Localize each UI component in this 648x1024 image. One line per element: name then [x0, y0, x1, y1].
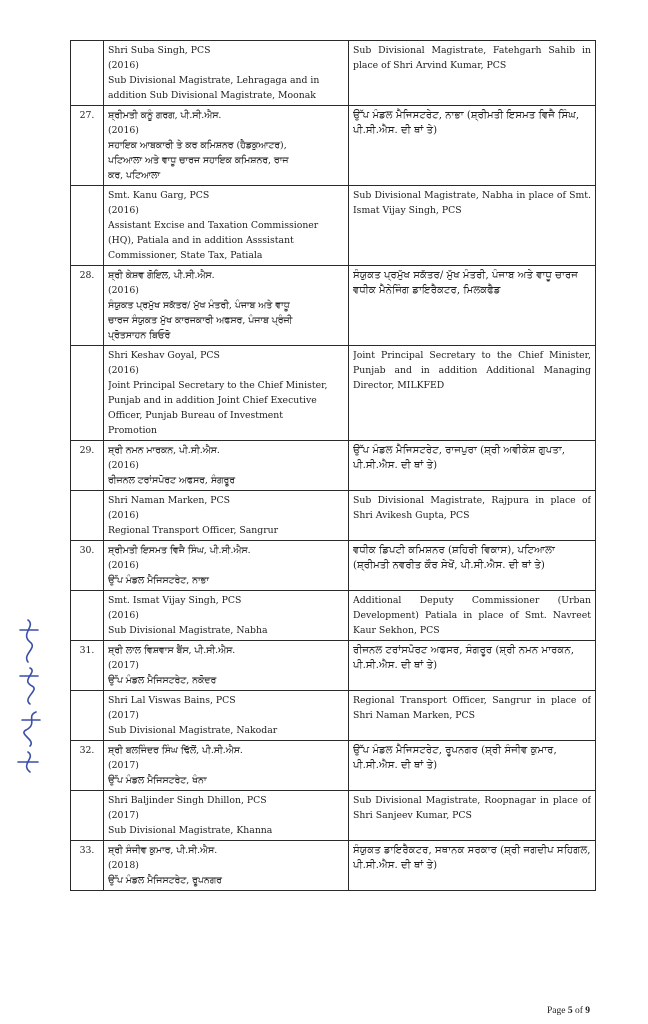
transfer-orders-table — [70, 40, 596, 891]
table-row — [71, 266, 596, 346]
current-posting-cell — [104, 441, 349, 491]
current-posting-cell — [104, 266, 349, 346]
new-posting-cell — [349, 41, 596, 106]
table-row — [71, 106, 596, 186]
current-posting-cell — [104, 741, 349, 791]
page-footer — [547, 1006, 590, 1016]
posting-line: ਸ਼੍ਰੀਮਤੀ ਇਸਮਤ ਵਿਜੈ ਸਿੰਘ, ਪੀ.ਸੀ.ਐਸ. — [108, 545, 251, 556]
serial-number-cell: 33. — [71, 841, 104, 891]
posting-line: ਸ਼੍ਰੀ ਸੰਜੀਵ ਕੁਮਾਰ, ਪੀ.ਸੀ.ਐਸ. — [108, 845, 218, 856]
new-posting-cell — [349, 441, 596, 491]
new-posting-cell — [349, 106, 596, 186]
posting-line: ਉੱਪ ਮੰਡਲ ਮੈਜਿਸਟਰੇਟ, ਨਾਭਾ — [108, 575, 209, 586]
footer-separator: of — [572, 1006, 586, 1016]
current-posting-cell — [104, 491, 349, 541]
serial-number-cell — [71, 186, 104, 266]
posting-line: ਕਰ, ਪਟਿਆਲਾ — [108, 170, 161, 181]
new-posting-text: Sub Divisional Magistrate, Roopnagar in place of Shri Sanjeev Kumar, PCS — [353, 795, 591, 821]
current-posting-cell — [104, 791, 349, 841]
table-row — [71, 641, 596, 691]
posting-line: (2016) — [108, 365, 139, 376]
posting-line: (2017) — [108, 760, 139, 771]
posting-line: (2017) — [108, 710, 139, 721]
table-row — [71, 491, 596, 541]
posting-line: Regional Transport Officer, Sangrur — [108, 525, 279, 536]
total-page-count: 9 — [585, 1006, 590, 1016]
posting-line: Smt. Ismat Vijay Singh, PCS — [108, 595, 242, 606]
new-posting-cell — [349, 691, 596, 741]
posting-line: ਸਹਾਇਕ ਆਬਕਾਰੀ ਤੇ ਕਰ ਕਮਿਸ਼ਨਰ (ਹੈਡਕੁਆਟਰ), — [108, 140, 287, 151]
current-posting-cell — [104, 346, 349, 441]
serial-number-cell — [71, 691, 104, 741]
posting-line: addition Sub Divisional Magistrate, Moonak — [108, 90, 316, 101]
current-posting-cell — [104, 641, 349, 691]
posting-line: (2016) — [108, 125, 139, 136]
footer-prefix: Page — [546, 1006, 568, 1016]
posting-line: Shri Suba Singh, PCS — [108, 45, 211, 56]
current-posting-cell — [104, 106, 349, 186]
table-row — [71, 541, 596, 591]
posting-line: (2016) — [108, 285, 139, 296]
serial-number-cell: 29. — [71, 441, 104, 491]
posting-line: ਉੱਪ ਮੰਡਲ ਮੈਜਿਸਟਰੇਟ, ਨਕੋਦਰ — [108, 675, 217, 686]
new-posting-text: ਉੱਪ ਮੰਡਲ ਮੈਜਿਸਟਰੇਟ, ਨਾਭਾ (ਸ਼੍ਰੀਮਤੀ ਇਸਮਤ ਵਿਜੈ ਸਿੰਘ, ਪੀ.ਸੀ.ਐਸ. ਦੀ ਥਾਂ ਤੇ) — [353, 110, 580, 136]
new-posting-cell — [349, 266, 596, 346]
new-posting-text: Additional Deputy Commissioner (Urban Development) Patiala in place of Smt. Navreet Kaur Sekhon, PCS — [353, 595, 591, 636]
posting-line: Smt. Kanu Garg, PCS — [108, 190, 210, 201]
posting-line: Shri Keshav Goyal, PCS — [108, 350, 220, 361]
posting-line: (2017) — [108, 810, 139, 821]
posting-line: ਸੰਯੁਕਤ ਪ੍ਰਮੁੱਖ ਸਕੱਤਰ/ ਮੁੱਖ ਮੰਤਰੀ, ਪੰਜਾਬ ਅਤੇ ਵਾਧੂ — [108, 300, 290, 311]
posting-line: Commissioner, State Tax, Patiala — [108, 250, 263, 261]
posting-line: Shri Baljinder Singh Dhillon, PCS — [108, 795, 267, 806]
serial-number-cell — [71, 591, 104, 641]
serial-number-cell: 30. — [71, 541, 104, 591]
new-posting-cell — [349, 791, 596, 841]
posting-line: ਪਟਿਆਲਾ ਅਤੇ ਵਾਧੂ ਚਾਰਜ ਸਹਾਇਕ ਕਮਿਸ਼ਨਰ, ਰਾਜ — [108, 155, 289, 166]
table-row — [71, 741, 596, 791]
new-posting-text: Regional Transport Officer, Sangrur in place of Shri Naman Marken, PCS — [353, 695, 591, 721]
posting-line: ਸ਼੍ਰੀ ਨਮਨ ਮਾਰਕਨ, ਪੀ.ਸੀ.ਐਸ. — [108, 445, 220, 456]
new-posting-cell — [349, 186, 596, 266]
serial-number-cell — [71, 491, 104, 541]
new-posting-text: Joint Principal Secretary to the Chief Minister, Punjab and in addition Additional Managing Director, MILKFED — [353, 350, 591, 391]
posting-line: Promotion — [108, 425, 158, 436]
posting-line: (2016) — [108, 560, 139, 571]
table-row — [71, 186, 596, 266]
current-posting-cell — [104, 841, 349, 891]
new-posting-text: Sub Divisional Magistrate, Nabha in place of Smt. Ismat Vijay Singh, PCS — [353, 190, 591, 216]
current-posting-cell — [104, 186, 349, 266]
posting-line: ਉੱਪ ਮੰਡਲ ਮੈਜਿਸਟਰੇਟ, ਰੂਪਨਗਰ — [108, 875, 222, 886]
serial-number-cell — [71, 346, 104, 441]
posting-line: ਸ਼੍ਰੀ ਬਲਜਿੰਦਰ ਸਿੰਘ ਢਿੱਲੋਂ, ਪੀ.ਸੀ.ਐਸ. — [108, 745, 243, 756]
current-posting-cell — [104, 591, 349, 641]
posting-line: ਚਾਰਜ ਸੰਯੁਕਤ ਮੁੱਖ ਕਾਰਜਕਾਰੀ ਅਫਸਰ, ਪੰਜਾਬ ਪ੍ਰੰਜੀ — [108, 315, 293, 326]
current-posting-cell — [104, 541, 349, 591]
new-posting-text: ਰੀਜਨਲ ਟਰਾਂਸਪੋਰਟ ਅਫਸਰ, ਸੰਗਰੂਰ (ਸ਼੍ਰੀ ਨਮਨ ਮਾਰਕਨ, ਪੀ.ਸੀ.ਐਸ. ਦੀ ਥਾਂ ਤੇ) — [353, 645, 574, 671]
posting-line: (2017) — [108, 660, 139, 671]
serial-number-cell — [71, 41, 104, 106]
posting-line: (HQ), Patiala and in addition Asssistant — [108, 235, 294, 246]
posting-line: ਰੀਜਨਲ ਟਰਾਂਸਪੋਰਟ ਅਫਸਰ, ਸੰਗਰੂਰ — [108, 475, 236, 486]
new-posting-cell — [349, 541, 596, 591]
new-posting-text: ਸੰਯੁਕਤ ਪ੍ਰਮੁੱਖ ਸਕੱਤਰ/ ਮੁੱਖ ਮੰਤਰੀ, ਪੰਜਾਬ ਅਤੇ ਵਾਧੂ ਚਾਰਜ ਵਧੀਕ ਮੈਨੇਜਿੰਗ ਡਾਇਰੈਕਟਰ, ਮਿਲਕਫੈਡ — [353, 270, 578, 296]
table-body — [71, 41, 596, 891]
new-posting-text: ਸੰਯੁਕਤ ਡਾਇਰੈਕਟਰ, ਸਥਾਨਕ ਸਰਕਾਰ (ਸ਼੍ਰੀ ਜਗਦੀਪ ਸਹਿਗਲ, ਪੀ.ਸੀ.ਐਸ. ਦੀ ਥਾਂ ਤੇ) — [353, 845, 591, 871]
posting-line: Shri Naman Marken, PCS — [108, 495, 230, 506]
posting-line: ਉੱਪ ਮੰਡਲ ਮੈਜਿਸਟਰੇਟ, ਖੰਨਾ — [108, 775, 207, 786]
serial-number-cell: 28. — [71, 266, 104, 346]
posting-line: (2016) — [108, 205, 139, 216]
table-row — [71, 841, 596, 891]
table-row — [71, 346, 596, 441]
posting-line: ਸ਼੍ਰੀ ਕੇਸ਼ਵ ਗੋਇਲ, ਪੀ.ਸੀ.ਐਸ. — [108, 270, 215, 281]
current-posting-cell — [104, 41, 349, 106]
new-posting-text: ਉੱਪ ਮੰਡਲ ਮੈਜਿਸਟਰੇਟ, ਰੂਪਨਗਰ (ਸ਼੍ਰੀ ਸੰਜੀਵ ਕੁਮਾਰ, ਪੀ.ਸੀ.ਐਸ. ਦੀ ਥਾਂ ਤੇ) — [353, 745, 557, 771]
posting-line: Shri Lal Viswas Bains, PCS — [108, 695, 236, 706]
posting-line: ਸ਼੍ਰੀ ਲਾਲ ਵਿਸ਼ਵਾਸ ਬੈਂਸ, ਪੀ.ਸੀ.ਐਸ. — [108, 645, 236, 656]
posting-line: Punjab and in addition Joint Chief Executive — [108, 395, 317, 406]
new-posting-text: Sub Divisional Magistrate, Fatehgarh Sahib in place of Shri Arvind Kumar, PCS — [353, 45, 591, 71]
posting-line: (2016) — [108, 510, 139, 521]
table-row — [71, 441, 596, 491]
posting-line: (2016) — [108, 460, 139, 471]
new-posting-cell — [349, 491, 596, 541]
table-row — [71, 591, 596, 641]
new-posting-cell — [349, 841, 596, 891]
serial-number-cell: 32. — [71, 741, 104, 791]
posting-line: (2016) — [108, 610, 139, 621]
posting-line: Joint Principal Secretary to the Chief Minister, — [108, 380, 328, 391]
signature — [8, 612, 48, 782]
new-posting-cell — [349, 641, 596, 691]
posting-line: ਸ਼੍ਰੀਮਤੀ ਕਨੂੰ ਗਰਗ, ਪੀ.ਸੀ.ਐਸ. — [108, 110, 222, 121]
signature-mark — [8, 612, 48, 782]
posting-line: Sub Divisional Magistrate, Nakodar — [108, 725, 278, 736]
posting-line: (2016) — [108, 60, 139, 71]
posting-line: Officer, Punjab Bureau of Investment — [108, 410, 284, 421]
current-page-number: 5 — [567, 1006, 573, 1016]
new-posting-cell — [349, 346, 596, 441]
serial-number-cell: 27. — [71, 106, 104, 186]
new-posting-cell — [349, 741, 596, 791]
posting-line: ਪ੍ਰੋਤਸਾਹਨ ਬਿਓਰੋ — [108, 330, 171, 341]
current-posting-cell — [104, 691, 349, 741]
table-row — [71, 791, 596, 841]
posting-line: Sub Divisional Magistrate, Khanna — [108, 825, 273, 836]
serial-number-cell: 31. — [71, 641, 104, 691]
posting-line: Assistant Excise and Taxation Commissioner — [108, 220, 319, 231]
new-posting-text: Sub Divisional Magistrate, Rajpura in place of Shri Avikesh Gupta, PCS — [353, 495, 591, 521]
new-posting-cell — [349, 591, 596, 641]
posting-line: Sub Divisional Magistrate, Nabha — [108, 625, 268, 636]
table-row — [71, 41, 596, 106]
posting-line: Sub Divisional Magistrate, Lehragaga and in — [108, 75, 320, 86]
new-posting-text: ਉੱਪ ਮੰਡਲ ਮੈਜਿਸਟਰੇਟ, ਰਾਜਪੁਰਾ (ਸ਼੍ਰੀ ਅਵੀਕੇਸ਼ ਗੁਪਤਾ, ਪੀ.ਸੀ.ਐਸ. ਦੀ ਥਾਂ ਤੇ) — [353, 445, 566, 471]
new-posting-text: ਵਧੀਕ ਡਿਪਟੀ ਕਮਿਸ਼ਨਰ (ਸ਼ਹਿਰੀ ਵਿਕਾਸ), ਪਟਿਆਲਾ (ਸ਼੍ਰੀਮਤੀ ਨਵਰੀਤ ਕੌਰ ਸੇਖੋਂ, ਪੀ.ਸੀ.ਐਸ. ਦੀ ਥਾਂ ਤੇ) — [353, 545, 555, 571]
serial-number-cell — [71, 791, 104, 841]
posting-line: (2018) — [108, 860, 139, 871]
table-row — [71, 691, 596, 741]
